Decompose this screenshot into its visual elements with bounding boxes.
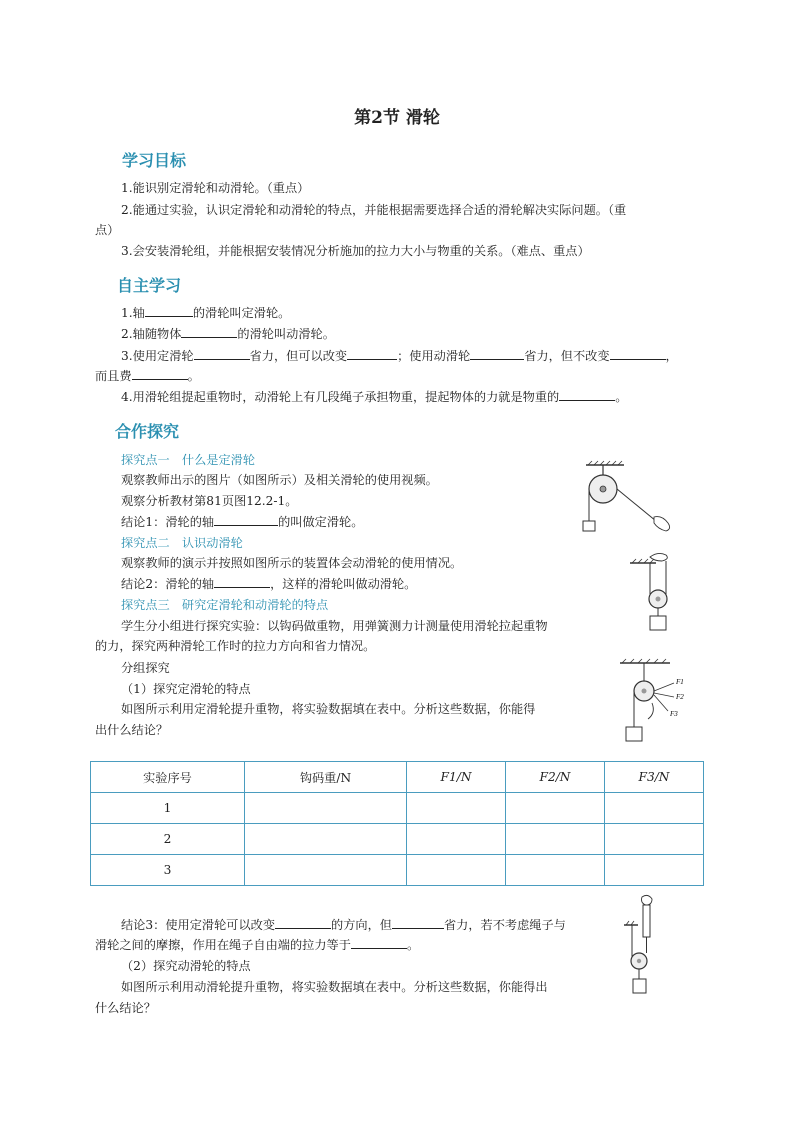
conclusion-3-cont — [95, 936, 419, 954]
explore-point-1: 探究点一 什么是定滑轮 — [121, 453, 256, 467]
table-row — [91, 793, 704, 824]
force-label-f1: F1 — [676, 678, 684, 686]
table-cell: 2 — [91, 824, 245, 855]
group-explore: 分组探究 — [121, 661, 170, 675]
fixed-pulley-force-figure — [616, 657, 694, 745]
question-2-text-a: 2.轴随物体 — [121, 327, 182, 341]
force-label-f3: F3 — [670, 710, 678, 718]
page-title: 第2节 滑轮 — [354, 108, 440, 128]
spring-scale-pulley-figure — [622, 893, 670, 1005]
table-cell: 3 — [91, 855, 245, 886]
conclusion-1-text-b: 的叫做定滑轮。 — [278, 515, 364, 529]
answer-blank[interactable] — [132, 367, 188, 380]
conclusion-1 — [121, 513, 363, 531]
table-cell[interactable] — [604, 793, 703, 824]
answer-blank[interactable] — [347, 347, 397, 360]
question-3 — [121, 347, 678, 365]
table-cell[interactable] — [244, 824, 406, 855]
force-label-f2: F2 — [676, 693, 684, 701]
point-1-line-2: 观察分析教材第81页图12.2-1。 — [121, 494, 298, 508]
answer-blank[interactable] — [145, 304, 193, 317]
table-header-row — [91, 762, 704, 793]
answer-blank[interactable] — [275, 916, 331, 929]
question-3-text-d: 省力，但不改变 — [524, 349, 610, 363]
explore-point-2: 探究点二 认识动滑轮 — [121, 536, 243, 550]
question-4-text-a: 4.用滑轮组提起重物时，动滑轮上有几段绳子承担物重，提起物体的力就是物重的 — [121, 390, 560, 404]
section-heading-self-study: 自主学习 — [117, 276, 182, 295]
answer-blank[interactable] — [214, 575, 270, 588]
question-1-text-b: 的滑轮叫定滑轮。 — [192, 306, 291, 320]
point-2-line-1: 观察教师的演示并按照如图所示的装置体会动滑轮的使用情况。 — [121, 556, 463, 570]
fixed-pulley-figure — [576, 459, 678, 534]
conclusion-2-text-b: ，这样的滑轮叫做动滑轮。 — [270, 577, 417, 591]
table-header: 钩码重/N — [244, 762, 406, 793]
table-cell[interactable] — [407, 855, 506, 886]
conclusion-2 — [121, 575, 416, 593]
conclusion-3-text-a: 结论3：使用定滑轮可以改变 — [121, 918, 276, 932]
answer-blank[interactable] — [351, 936, 407, 949]
question-3-text-e: ， — [665, 349, 678, 363]
goal-item-3: 3.会安装滑轮组，并能根据安装情况分析施加的拉力大小与物重的关系。（难点、重点） — [121, 244, 590, 258]
answer-blank[interactable] — [559, 388, 615, 401]
point-3-line-1: 学生分小组进行探究实验：以钩码做重物，用弹簧测力计测量使用滑轮拉起重物 — [121, 619, 548, 633]
table-cell[interactable] — [505, 793, 604, 824]
table-cell[interactable] — [505, 824, 604, 855]
question-1-text-a: 1.轴 — [121, 306, 145, 320]
question-4 — [121, 388, 627, 406]
table-row — [91, 824, 704, 855]
table-header: 实验序号 — [91, 762, 245, 793]
table-header: F2/N — [505, 762, 604, 793]
question-2-text-b: 的滑轮叫动滑轮。 — [237, 327, 335, 341]
conclusion-3-text-d: 滑轮之间的摩擦，作用在绳子自由端的拉力等于 — [95, 938, 351, 952]
table-cell[interactable] — [407, 793, 506, 824]
group-2-title: （2）探究动滑轮的特点 — [121, 959, 251, 973]
goal-item-2-cont: 点） — [95, 223, 120, 237]
conclusion-1-text-a: 结论1：滑轮的轴 — [121, 515, 215, 529]
question-2 — [121, 325, 335, 343]
group-2-line-2: 什么结论？ — [95, 1001, 156, 1015]
section-heading-goals: 学习目标 — [122, 151, 187, 170]
point-3-line-2: 的力，探究两种滑轮工作时的拉力方向和省力情况。 — [95, 639, 376, 653]
table-cell[interactable] — [244, 855, 406, 886]
point-1-line-1: 观察教师出示的图片（如图所示）及相关滑轮的使用视频。 — [121, 473, 438, 487]
question-1 — [121, 304, 290, 322]
conclusion-3 — [121, 916, 566, 934]
conclusion-3-text-c: 省力，若不考虑绳子与 — [443, 918, 566, 932]
conclusion-3-text-e: 。 — [406, 938, 420, 952]
section-heading-explore: 合作探究 — [115, 422, 180, 441]
table-cell[interactable] — [244, 793, 406, 824]
group-1-line-1: 如图所示利用定滑轮提升重物，将实验数据填在表中。分析这些数据，你能得 — [121, 702, 536, 716]
group-1-line-2: 出什么结论？ — [95, 723, 169, 737]
table-header: F3/N — [604, 762, 703, 793]
answer-blank[interactable] — [610, 347, 666, 360]
question-3-text-b: 省力，但可以改变 — [249, 349, 348, 363]
answer-blank[interactable] — [194, 347, 250, 360]
explore-point-3: 探究点三 研究定滑轮和动滑轮的特点 — [121, 598, 329, 612]
answer-blank[interactable] — [214, 513, 278, 526]
answer-blank[interactable] — [392, 916, 444, 929]
conclusion-2-text-a: 结论2：滑轮的轴 — [121, 577, 215, 591]
goal-item-1: 1.能识别定滑轮和动滑轮。（重点） — [121, 181, 310, 195]
answer-blank[interactable] — [181, 325, 237, 338]
goal-item-2: 2.能通过实验，认识定滑轮和动滑轮的特点，并能根据需要选择合适的滑轮解决实际问题。（重 — [121, 203, 627, 217]
table-cell[interactable] — [604, 855, 703, 886]
table-header: F1/N — [407, 762, 506, 793]
movable-pulley-figure — [628, 551, 682, 636]
question-3-cont — [95, 367, 200, 385]
table-cell[interactable] — [505, 855, 604, 886]
conclusion-3-text-b: 的方向，但 — [331, 918, 392, 932]
question-3-text-a: 3.使用定滑轮 — [121, 349, 194, 363]
experiment-table — [90, 761, 704, 886]
question-3-text-g: 。 — [187, 369, 200, 383]
question-3-text-f: 而且费 — [95, 369, 132, 383]
table-cell: 1 — [91, 793, 245, 824]
table-cell[interactable] — [407, 824, 506, 855]
answer-blank[interactable] — [470, 347, 524, 360]
table-cell[interactable] — [604, 824, 703, 855]
table-row — [91, 855, 704, 886]
group-2-line-1: 如图所示利用动滑轮提升重物，将实验数据填在表中。分析这些数据，你能得出 — [121, 980, 548, 994]
question-4-text-b: 。 — [615, 390, 628, 404]
question-3-text-c: ；使用动滑轮 — [397, 349, 471, 363]
group-1-title: （1）探究定滑轮的特点 — [121, 682, 251, 696]
